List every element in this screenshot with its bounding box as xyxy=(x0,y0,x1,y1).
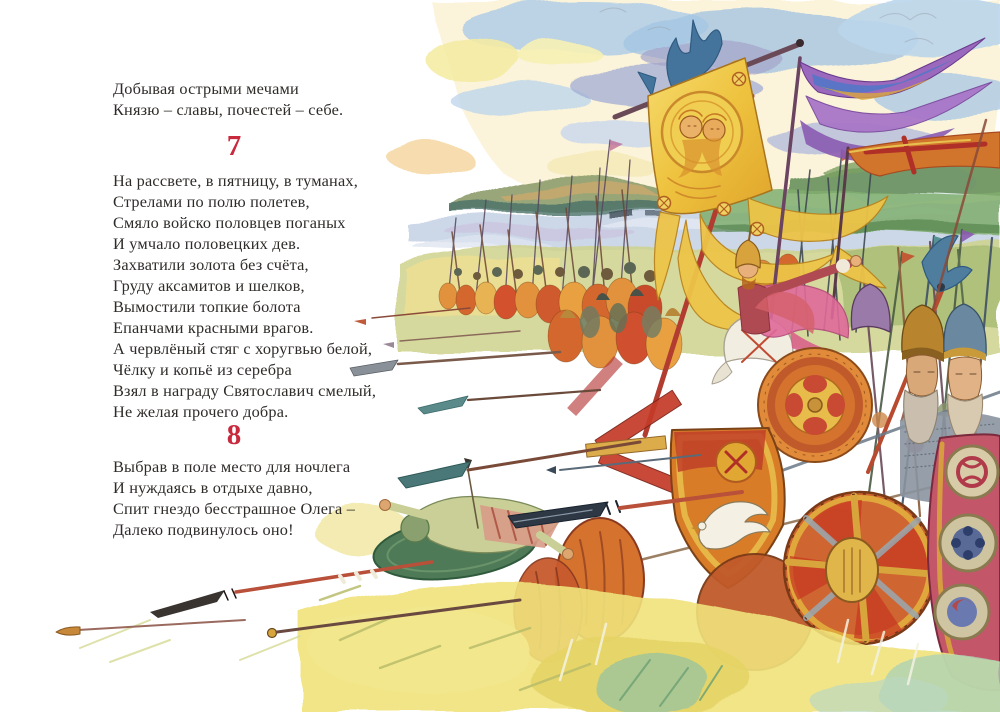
poem-line: Далеко подвинулось оно! xyxy=(113,520,294,539)
poem-line: И нуждаясь в отдыхе давно, xyxy=(113,478,313,497)
poem-line: Смяло войско половцев поганых xyxy=(113,213,346,232)
poem-line: Стрелами по полю полетев, xyxy=(113,192,310,211)
poem-line: Епанчами красными врагов. xyxy=(113,318,314,337)
poem-line: Добывая острыми мечами xyxy=(113,79,299,98)
poem-line: Груду аксамитов и шелков, xyxy=(113,276,305,295)
stanza-7 xyxy=(113,170,376,422)
poem-line: Князю – славы, почестей – себе. xyxy=(113,100,344,119)
crimson-shield xyxy=(928,434,1000,690)
poem-line: Взял в награду Святославич смелый, xyxy=(113,381,377,400)
poem-intro-couplet xyxy=(113,78,343,120)
poem-line: А червлёный стяг с хоругвью белой, xyxy=(113,339,373,358)
poem-line: Спит гнездо бесстрашное Олега – xyxy=(113,499,356,518)
stanza-number: 7 xyxy=(226,130,242,162)
poem-line: Не желая прочего добра. xyxy=(113,402,289,421)
poem-line: На рассвете, в пятницу, в туманах, xyxy=(113,171,358,190)
poem-line: И умчало половецких дев. xyxy=(113,234,301,253)
poem-line: Чёлку и копьё из серебра xyxy=(113,360,292,379)
poem-line: Захватили золота без счёта, xyxy=(113,255,309,274)
stanza-8 xyxy=(113,456,355,540)
stanza-number: 8 xyxy=(226,419,242,451)
poem-line: Выбрав в поле место для ночлега xyxy=(113,457,351,476)
poem-line: Вымостили топкие болота xyxy=(113,297,301,316)
